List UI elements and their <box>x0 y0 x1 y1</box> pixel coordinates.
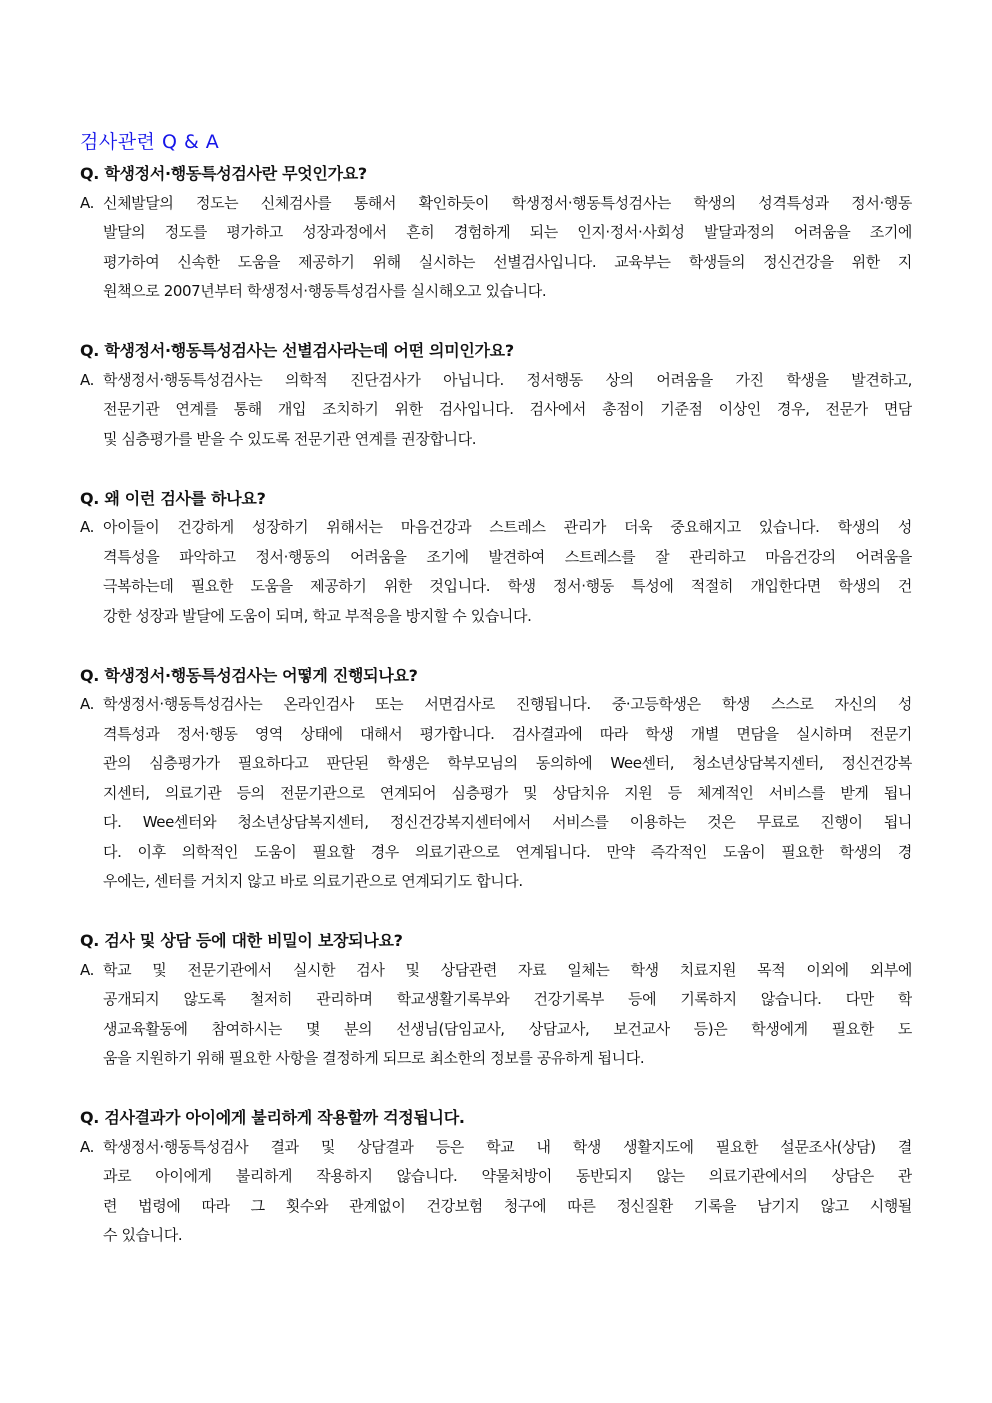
question: Q. 왜 이런 검사를 하나요? <box>80 488 266 508</box>
qa-item <box>80 336 912 454</box>
answer-line <box>80 395 912 425</box>
answer-line <box>80 1221 912 1251</box>
answer-line <box>80 572 912 602</box>
answer-line <box>80 956 912 986</box>
question: Q. 학생정서·행동특성검사란 무엇인가요? <box>80 164 367 183</box>
answer-text: 학생정서·행동특성검사는 의학적 진단검사가 아닙니다. 정서행동 상의 어려움을 가진 학생을 발견하고, <box>103 370 912 389</box>
answer-line <box>80 1015 912 1045</box>
answer-prefix: A. <box>80 370 94 389</box>
answer-line <box>80 1133 912 1163</box>
answer-text: 다. 이후 의학적인 도움이 필요할 경우 의료기관으로 연계됩니다. 만약 즉각적인 도움이 필요한 학생의 경 <box>103 842 912 861</box>
answer-line <box>80 189 912 219</box>
answer-prefix: A. <box>80 518 94 536</box>
section-title: 검사관련 Q & A <box>80 131 220 153</box>
answer-text: 공개되지 않도록 철저히 관리하며 학교생활기록부와 건강기록부 등에 기록하지 않습니다. 다만 학 <box>103 990 912 1008</box>
answer-text: 학생정서·행동특성검사 결과 및 상담결과 등은 학교 내 학생 생활지도에 필요한 설문조사(상담) 결 <box>103 1137 912 1156</box>
qa-list <box>80 159 912 1251</box>
answer-line <box>80 218 912 248</box>
answer-text: 지센터, 의료기관 등의 전문기관으로 연계되어 심층평가 및 상담치유 지원 등 체계적인 서비스를 받게 됩니 <box>103 783 912 802</box>
answer-line <box>80 838 912 868</box>
answer-text: 아이들이 건강하게 성장하기 위해서는 마음건강과 스트레스 관리가 더욱 중요해지고 있습니다. 학생의 성 <box>103 518 912 536</box>
answer-line <box>80 1192 912 1222</box>
answer-text: 격특성과 정서·행동 영역 상태에 대해서 평가합니다. 검사결과에 따라 학생 개별 면담을 실시하며 전문기 <box>103 724 912 743</box>
answer-line <box>80 779 912 809</box>
answer-line <box>80 1044 912 1074</box>
answer-line <box>80 690 912 720</box>
answer-text: 다. Wee센터와 청소년상담복지센터, 정신건강복지센터에서 서비스를 이용하는 것은 무료로 진행이 됩니 <box>103 813 912 831</box>
answer-line <box>80 867 912 897</box>
answer-text: 극복하는데 필요한 도움을 제공하기 위한 것입니다. 학생 정서·행동 특성에 적절히 개입한다면 학생의 건 <box>103 577 912 595</box>
answer-text: 강한 성장과 발달에 도움이 되며, 학교 부적응을 방지할 수 있습니다. <box>103 606 532 625</box>
qa-item <box>80 661 912 897</box>
question: Q. 검사결과가 아이에게 불리하게 작용할까 걱정됩니다. <box>80 1108 465 1127</box>
question: Q. 학생정서·행동특성검사는 어떻게 진행되나요? <box>80 665 418 685</box>
answer-text: 원책으로 2007년부터 학생정서·행동특성검사를 실시해오고 있습니다. <box>103 282 547 300</box>
answer-line <box>80 425 912 455</box>
answer-text: 학교 및 전문기관에서 실시한 검사 및 상담관련 자료 일체는 학생 치료지원 목적 이외에 외부에 <box>103 960 912 979</box>
question: Q. 검사 및 상담 등에 대한 비밀이 보장되나요? <box>80 931 403 950</box>
answer-text: 우에는, 센터를 거치지 않고 바로 의료기관으로 연계되기도 합니다. <box>103 872 523 890</box>
answer-text: 전문기관 연계를 통해 개입 조치하기 위한 검사입니다. 검사에서 총점이 기준점 이상인 경우, 전문가 면담 <box>103 400 912 418</box>
answer-text: 평가하여 신속한 도움을 제공하기 위해 실시하는 선별검사입니다. 교육부는 학생들의 정신건강을 위한 지 <box>103 252 912 271</box>
answer-text: 발달의 정도를 평가하고 성장과정에서 흔히 경험하게 되는 인지·정서·사회성 발달과정의 어려움을 조기에 <box>103 223 912 241</box>
answer-text: 격특성을 파악하고 정서·행동의 어려움을 조기에 발견하여 스트레스를 잘 관리하고 마음건강의 어려움을 <box>103 547 912 566</box>
answer-text: 신체발달의 정도는 신체검사를 통해서 확인하듯이 학생정서·행동특성검사는 학생의 성격특성과 정서·행동 <box>103 193 912 212</box>
answer-prefix: A. <box>80 193 94 212</box>
answer-text: 및 심층평가를 받을 수 있도록 전문기관 연계를 권장합니다. <box>103 429 477 448</box>
answer-line <box>80 602 912 632</box>
answer-prefix: A. <box>80 1137 94 1156</box>
answer-text: 수 있습니다. <box>103 1226 183 1244</box>
answer-line <box>80 749 912 779</box>
answer-line <box>80 720 912 750</box>
answer-prefix: A. <box>80 695 94 713</box>
qa-item <box>80 159 912 307</box>
answer-text: 움을 지원하기 위해 필요한 사항을 결정하게 되므로 최소한의 정보를 공유하게 됩니다. <box>103 1049 645 1067</box>
answer-text: 관의 심층평가가 필요하다고 판단된 학생은 학부모님의 동의하에 Wee센터, 청소년상담복지센터, 정신건강복 <box>103 754 912 772</box>
answer-line <box>80 248 912 278</box>
qa-item <box>80 1103 912 1251</box>
answer-line <box>80 513 912 543</box>
answer-prefix: A. <box>80 960 94 979</box>
answer-line <box>80 808 912 838</box>
answer-line <box>80 1162 912 1192</box>
answer-line <box>80 985 912 1015</box>
document-page <box>80 127 912 1280</box>
answer-line <box>80 543 912 573</box>
qa-item <box>80 484 912 632</box>
answer-text: 련 법령에 따라 그 횟수와 관계없이 건강보험 청구에 따른 정신질환 기록을 남기지 않고 시행될 <box>103 1196 912 1215</box>
answer-text: 학생정서·행동특성검사는 온라인검사 또는 서면검사로 진행됩니다. 중·고등학생은 학생 스스로 자신의 성 <box>103 695 912 713</box>
answer-text: 생교육활동에 참여하시는 몇 분의 선생님(담임교사, 상담교사, 보건교사 등)은 학생에게 필요한 도 <box>103 1019 912 1038</box>
answer-text: 과로 아이에게 불리하게 작용하지 않습니다. 약물처방이 동반되지 않는 의료기관에서의 상담은 관 <box>103 1167 912 1185</box>
qa-item <box>80 926 912 1074</box>
answer-line <box>80 277 912 307</box>
question: Q. 학생정서·행동특성검사는 선별검사라는데 어떤 의미인가요? <box>80 341 514 360</box>
answer-line <box>80 366 912 396</box>
